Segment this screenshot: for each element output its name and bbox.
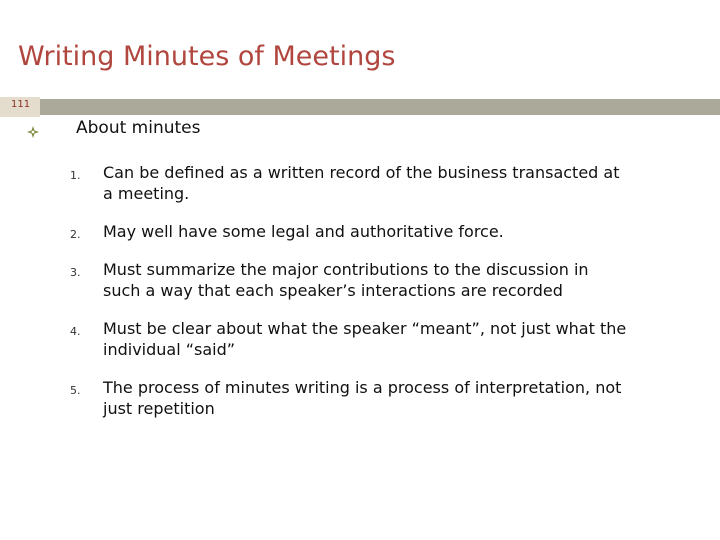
list-item <box>70 259 630 301</box>
minutes-list <box>70 162 630 436</box>
list-item-number: 3. <box>70 266 81 279</box>
list-item-text: The process of minutes writing is a process of interpretation, not just repetition <box>103 378 622 418</box>
list-item <box>70 162 630 204</box>
list-item-number: 5. <box>70 384 81 397</box>
divider-bar <box>40 99 720 115</box>
list-item <box>70 318 630 360</box>
slide-title: Writing Minutes of Meetings <box>18 41 396 72</box>
list-item-text: Must summarize the major contributions to the discussion in such a way that each speaker’s interactions are recorded <box>103 260 589 300</box>
list-item-text: May well have some legal and authoritative force. <box>103 222 504 241</box>
list-item-text: Can be defined as a written record of the business transacted at a meeting. <box>103 163 620 203</box>
list-item-text: Must be clear about what the speaker “meant”, not just what the individual “said” <box>103 319 627 359</box>
diamond-bullet-icon <box>26 125 40 139</box>
slide-number-box <box>0 97 40 117</box>
slide-number: 111 <box>11 99 31 110</box>
section-heading: About minutes <box>76 118 201 138</box>
list-item-number: 4. <box>70 325 81 338</box>
list-item <box>70 377 630 419</box>
list-item <box>70 221 630 242</box>
list-item-number: 1. <box>70 169 81 182</box>
list-item-number: 2. <box>70 228 81 241</box>
